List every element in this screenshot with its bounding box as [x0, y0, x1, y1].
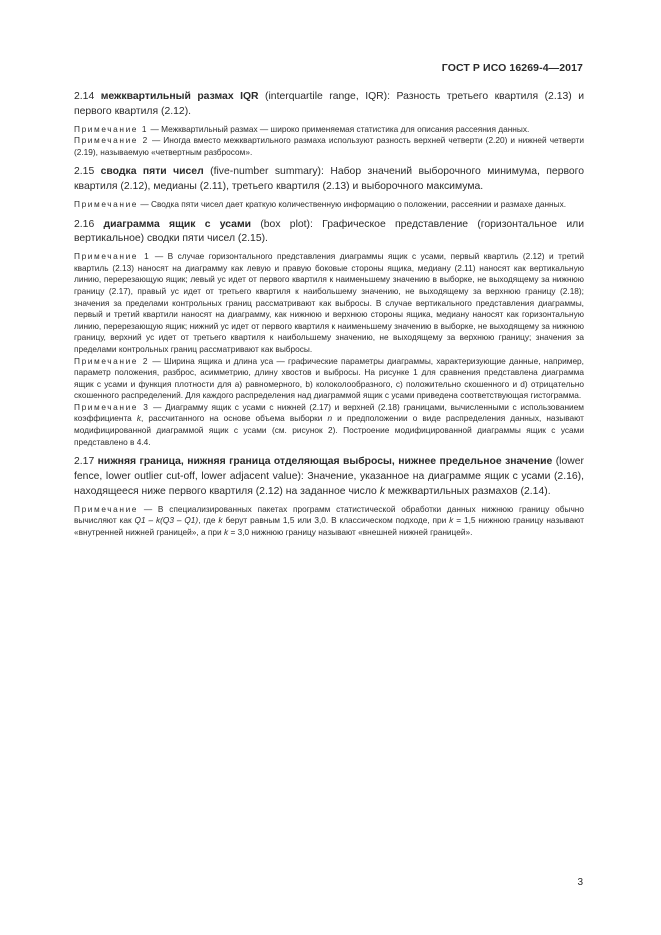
term-title: диаграмма ящик с усами	[103, 218, 252, 230]
note-text: , рассчитанного на основе объема выборки	[140, 413, 328, 424]
note-var-k: k	[218, 515, 223, 526]
note-2-16-2	[74, 356, 584, 402]
note-2-14-2	[74, 135, 584, 158]
note-label: Примечание 1	[74, 251, 151, 262]
term-title: нижняя граница, нижняя граница отделяющая выбросы, нижнее предельное значение	[97, 456, 553, 468]
note-var-k: k	[449, 515, 454, 526]
term-definition: (interquartile range, IQR): Разность третьего квартиля (2.13) и первого квартиля (2.12).	[74, 91, 585, 117]
term-definition: (lower fence, lower outlier cut-off, lower adjacent value): Значение, указанное на диаграмме ящик с усами (2.16), находящееся ниже первого квартиля (2.12) на заданное число	[74, 456, 584, 497]
term-number: 2.17	[74, 456, 95, 468]
term-definition: (box plot): Графическое представление (горизонтальное или вертикальное) сводки пяти чисел (2.15).	[74, 218, 585, 245]
note-text: и предположении о виде распределения данных, называют модифицированной диаграммой ящик с усами (см. рисунок 2). Построение модифицированной диаграммы ящик с усами представлено в 4.4.	[74, 413, 584, 447]
term-number: 2.16	[74, 218, 95, 230]
note-label: Примечание 1	[74, 123, 149, 134]
term-title: межквартильный размах IQR	[100, 91, 259, 102]
note-2-16-1	[74, 251, 584, 355]
note-text: — Ширина ящика и длина уса — графические параметры диаграммы, характеризующие данные, например, параметр положения, разброс, асимметрию, длину хвостов и выбросы. На рисунке 1 для сравнения представлена диаграмма ящик с усами и функция плотности для а) равномерного, b) колоколообразного, с) положительно скошенного и d) отрицательно скошенного распределений. Для каждого распределения над диаграммой ящик с усами приведена соответствующая гистограмма.	[74, 355, 584, 401]
note-text: — Сводка пяти чисел дает краткую количественную информацию о положении, рассеянии и размахе данных.	[140, 198, 567, 209]
note-label: Примечание 3	[74, 401, 150, 412]
note-label: Примечание 2	[74, 135, 149, 146]
document-header: ГОСТ Р ИСО 16269-4—2017	[441, 62, 583, 74]
term-definition: (five-number summary): Набор значений выборочного минимума, первого квартиля (2.12), медианы (2.11), третьего квартиля (2.13) и выборочного максимума.	[74, 166, 585, 193]
note-var-k: k	[136, 413, 141, 424]
note-2-14-1	[74, 124, 584, 136]
note-2-16-3	[74, 402, 584, 448]
note-label: Примечание 2	[74, 355, 150, 366]
term-2-16	[74, 218, 584, 248]
note-text: — Диаграмму ящик с усами с нижней (2.17) и верхней (2.18) границами, вычисленными с использованием коэффициента	[74, 401, 584, 424]
document-body	[74, 90, 584, 538]
note-text: берут равным 1,5 или 3,0. В классическом подходе, при	[222, 515, 450, 526]
note-label: Примечание	[74, 503, 139, 514]
term-title: сводка пяти чисел	[100, 166, 204, 178]
term-2-17	[74, 455, 584, 499]
note-text: — В специализированных пакетах программ статистической обработки данных нижнюю границу обычно вычисляют как	[74, 503, 584, 526]
note-text: , где	[198, 515, 219, 526]
note-label: Примечание	[74, 198, 139, 209]
page-number: 3	[577, 877, 583, 888]
note-text: — Межквартильный размах — широко применяемая статистика для описания рассеяния данных.	[150, 123, 530, 134]
note-var-n: n	[327, 413, 333, 424]
note-text: = 3,0 нижнюю границу называют «внешней нижней границей».	[228, 526, 473, 537]
note-2-17	[74, 504, 584, 539]
note-2-15	[74, 199, 584, 211]
term-var-k: k	[379, 485, 385, 497]
term-definition: межквартильных размахов (2.14).	[384, 485, 551, 497]
note-text: — В случае горизонтального представления диаграммы ящик с усами, первый квартиль (2.12) и третий квартиль (2.13) наносят на диаграмму как левую и правую боковые стороны ящика, медиану (2.11) наносят как вертикальную линию, перерезающую ящик; левый ус идет от первого квартиля к наименьшему значению в выборке, не выходящему за нижнюю границу (2.17), правый ус идет от третьего квартиля к наибольшему значению, не выходящему за верхнюю границу (2.18); значения за пределами контрольных границ рассматривают как выбросы. В случае вертикального представления диаграммы, первый и третий квартили наносят на диаграмму, как нижнюю и верхнюю стороны ящика, медиану наносят как горизонтальную линию, перерезающую ящик; нижний ус идет от первого квартиля к наименьшему значению в выборке, не выходящему за нижнюю границу, верхний ус идет от третьего квартиля к наибольшему значению, не выходящему за верхнюю границу; значения за пределами контрольных границ рассматривают как выбросы.	[74, 251, 584, 354]
note-text: — Иногда вместо межквартильного размаха используют разность верхней четверти (2.20) и нижней четверти (2.19), называемую «четвертным разбросом».	[74, 135, 584, 157]
note-text: = 1,5 нижнюю границу называют «внутренней нижней границей», а при	[74, 515, 584, 537]
term-2-14	[74, 90, 584, 120]
term-number: 2.15	[74, 166, 95, 178]
term-2-15	[74, 165, 584, 195]
note-formula: Q1 – k(Q3 – Q1)	[134, 515, 199, 526]
term-number: 2.14	[74, 91, 95, 102]
note-var-k: k	[223, 526, 229, 537]
